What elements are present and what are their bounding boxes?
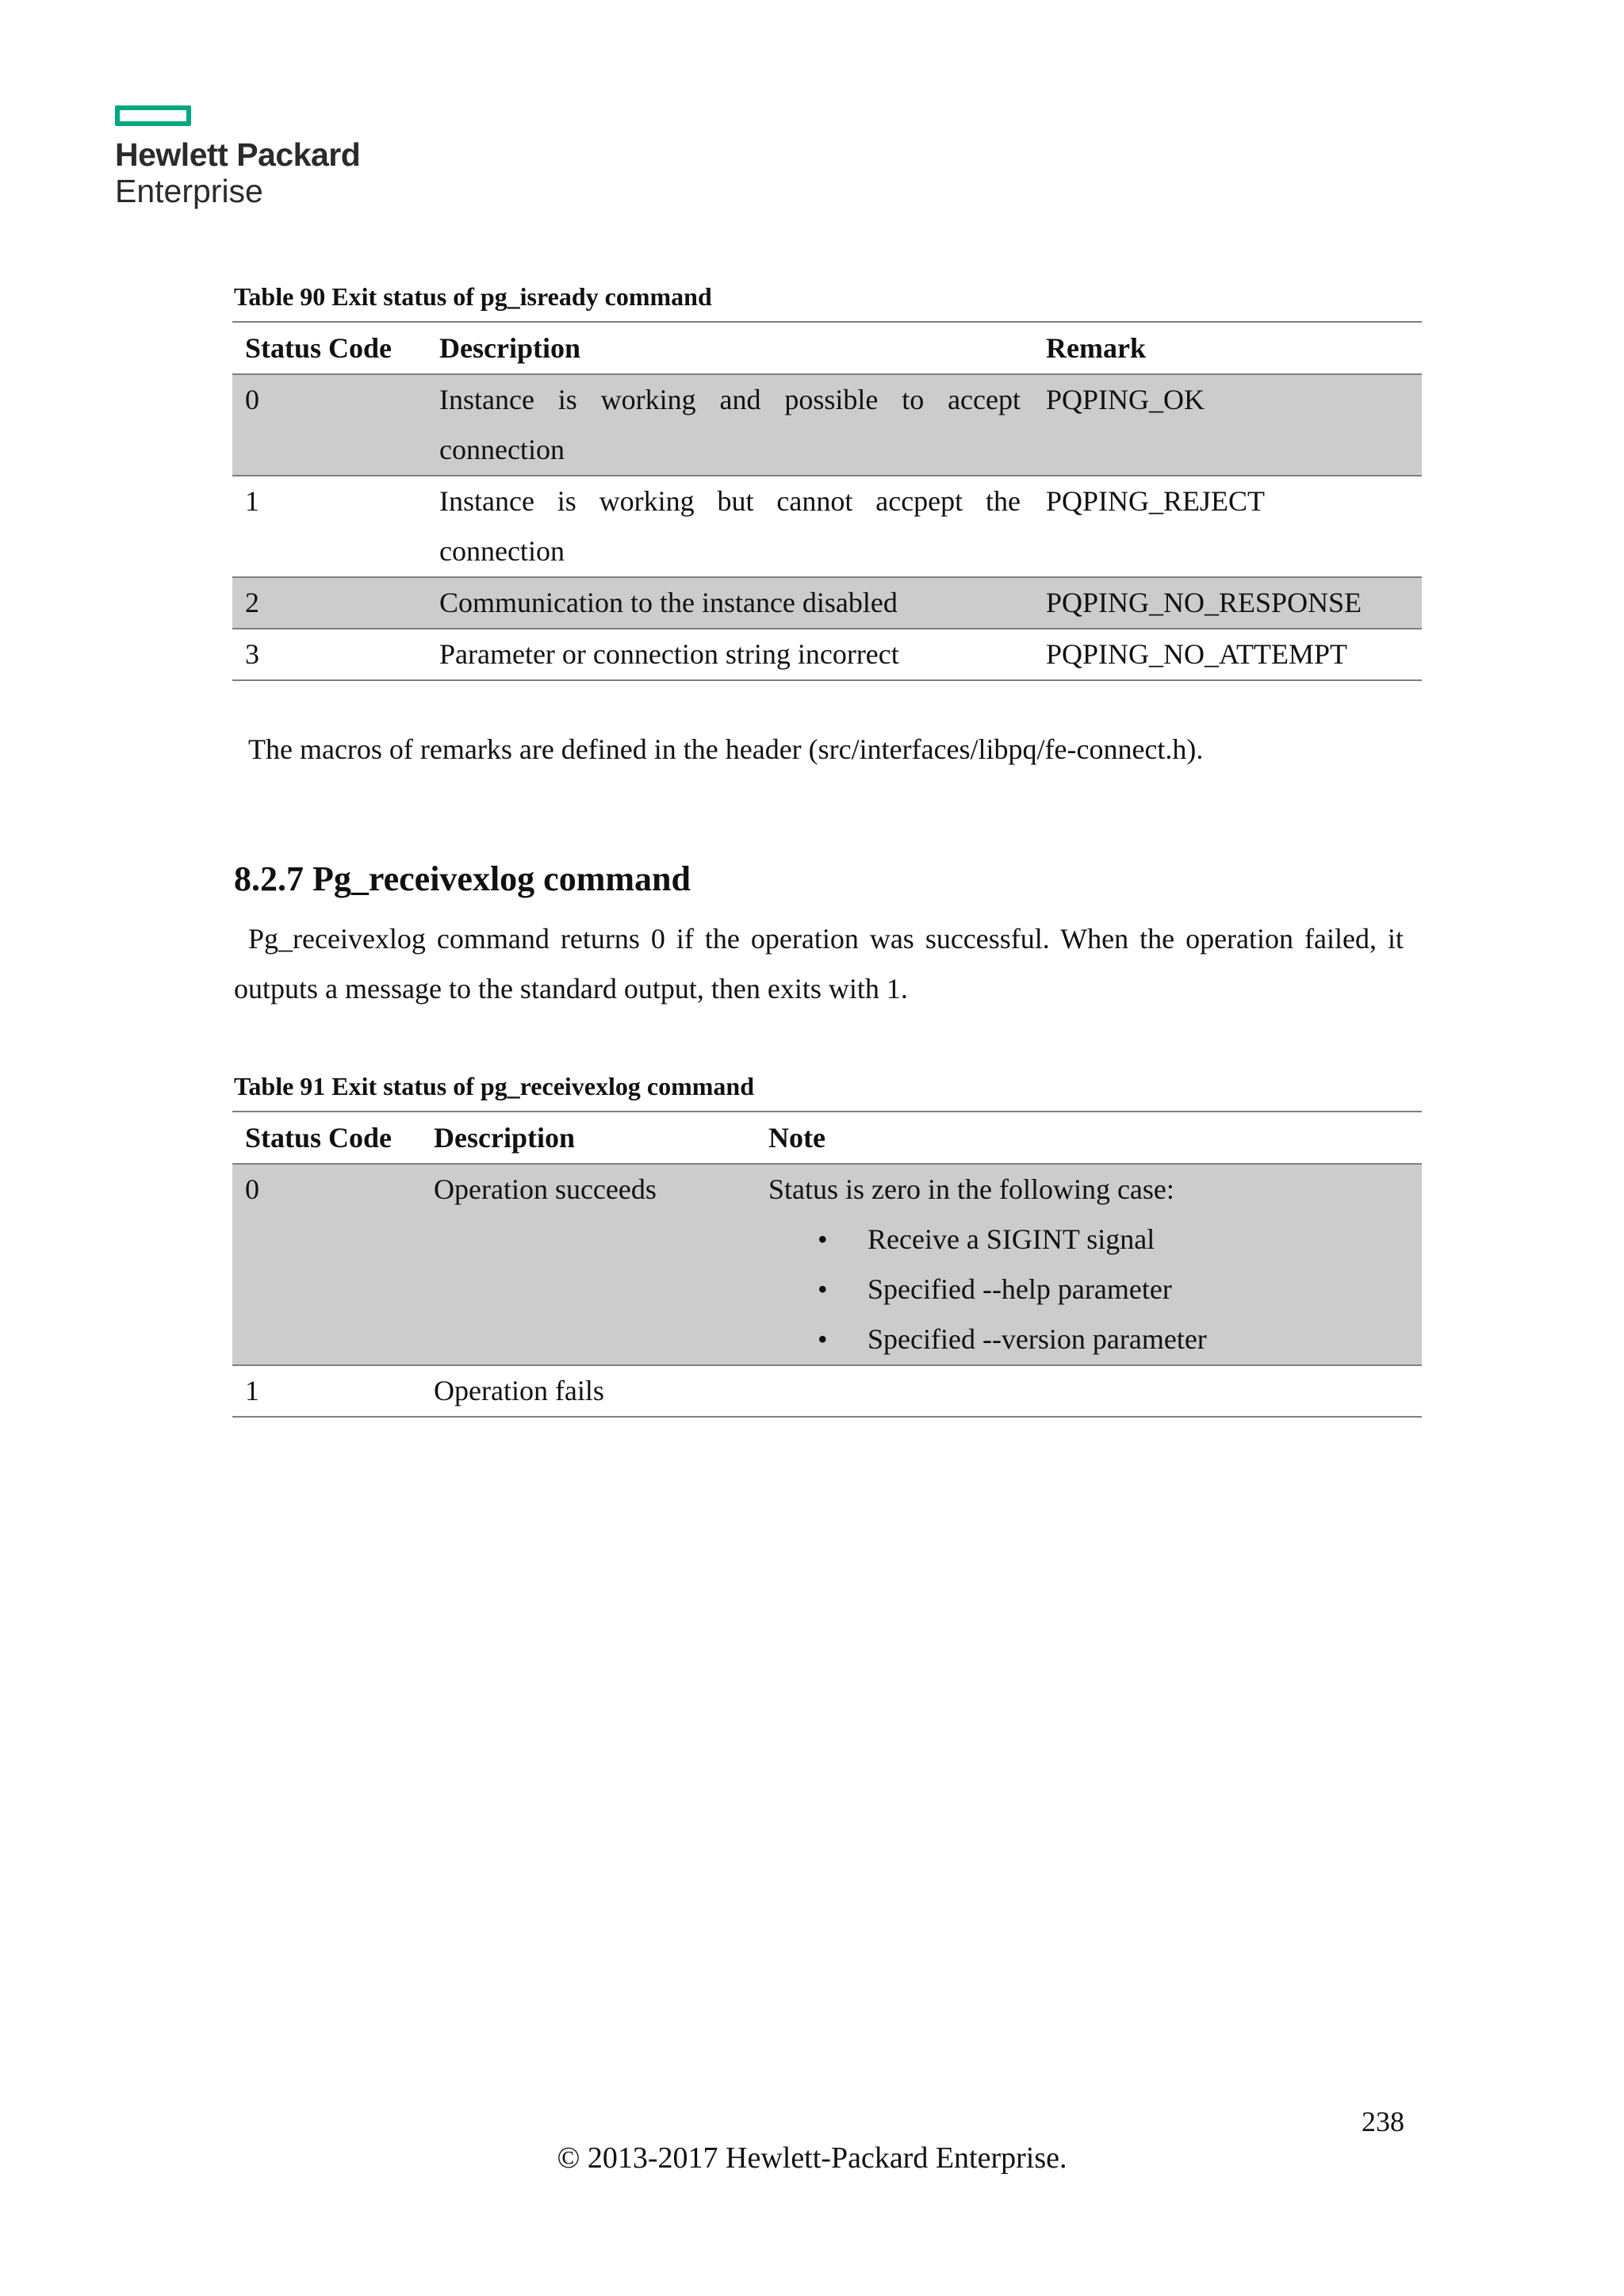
description-cell: Communication to the instance disabled — [427, 577, 1033, 629]
description-line: Instance is working but cannot accpept the — [439, 485, 1021, 517]
remarks-note: The macros of remarks are defined in the header (src/interfaces/libpq/fe-connect.h). — [248, 733, 1204, 765]
logo-text-line1: Hewlett Packard — [115, 136, 361, 173]
hpe-logo — [115, 105, 377, 208]
status-code-cell: 2 — [232, 577, 427, 629]
description-cell: Operation succeeds — [421, 1164, 756, 1365]
table91 — [232, 1111, 1422, 1418]
note-bullet-list — [768, 1215, 1409, 1364]
table91-header-status-code: Status Code — [232, 1112, 421, 1164]
status-code-cell: 3 — [232, 629, 427, 680]
status-code-cell: 0 — [232, 374, 427, 476]
note-cell — [756, 1365, 1422, 1417]
table-row — [232, 1365, 1422, 1417]
table90 — [232, 321, 1422, 681]
remark-cell: PQPING_REJECT — [1033, 476, 1422, 577]
note-intro: Status is zero in the following case: — [768, 1173, 1174, 1205]
table90-header-row — [232, 322, 1422, 374]
list-item: • Specified --help parameter — [768, 1265, 1409, 1314]
table-row — [232, 476, 1422, 577]
table90-header-remark: Remark — [1033, 322, 1422, 374]
status-code-cell: 1 — [232, 476, 427, 577]
description-cell — [427, 476, 1033, 577]
remark-cell: PQPING_OK — [1033, 374, 1422, 476]
table91-header-description: Description — [421, 1112, 756, 1164]
table91-caption: Table 91 Exit status of pg_receivexlog command — [234, 1072, 754, 1100]
section-heading: 8.2.7 Pg_receivexlog command — [234, 859, 691, 898]
table-row — [232, 577, 1422, 629]
list-item: • Specified --version parameter — [768, 1314, 1409, 1364]
table91-header-note: Note — [756, 1112, 1422, 1164]
list-item: • Receive a SIGINT signal — [768, 1215, 1409, 1265]
description-line: Instance is working and possible to accept — [439, 384, 1021, 415]
description-line: connection — [439, 434, 565, 465]
section-body: Pg_receivexlog command returns 0 if the operation was successful. When the operation failed, it outputs a message to the standard output, then exits with 1. — [234, 923, 1404, 1004]
logo-text-line2: Enterprise — [115, 173, 263, 209]
table-row — [232, 374, 1422, 476]
hpe-logo-mark-icon — [115, 105, 191, 126]
status-code-cell: 0 — [232, 1164, 421, 1365]
table90-header-status-code: Status Code — [232, 322, 427, 374]
page-number: 238 — [1362, 2106, 1404, 2137]
status-code-cell: 1 — [232, 1365, 421, 1417]
remark-cell: PQPING_NO_ATTEMPT — [1033, 629, 1422, 680]
copyright-footer: © 2013-2017 Hewlett-Packard Enterprise. — [557, 2141, 1067, 2175]
table-row — [232, 629, 1422, 680]
description-cell — [427, 374, 1033, 476]
table-row — [232, 1164, 1422, 1365]
description-line: connection — [439, 535, 565, 567]
note-cell — [756, 1164, 1422, 1365]
remark-cell: PQPING_NO_RESPONSE — [1033, 577, 1422, 629]
table90-caption: Table 90 Exit status of pg_isready command — [234, 282, 712, 311]
table90-header-description: Description — [427, 322, 1033, 374]
table91-header-row — [232, 1112, 1422, 1164]
description-cell: Parameter or connection string incorrect — [427, 629, 1033, 680]
description-cell: Operation fails — [421, 1365, 756, 1417]
